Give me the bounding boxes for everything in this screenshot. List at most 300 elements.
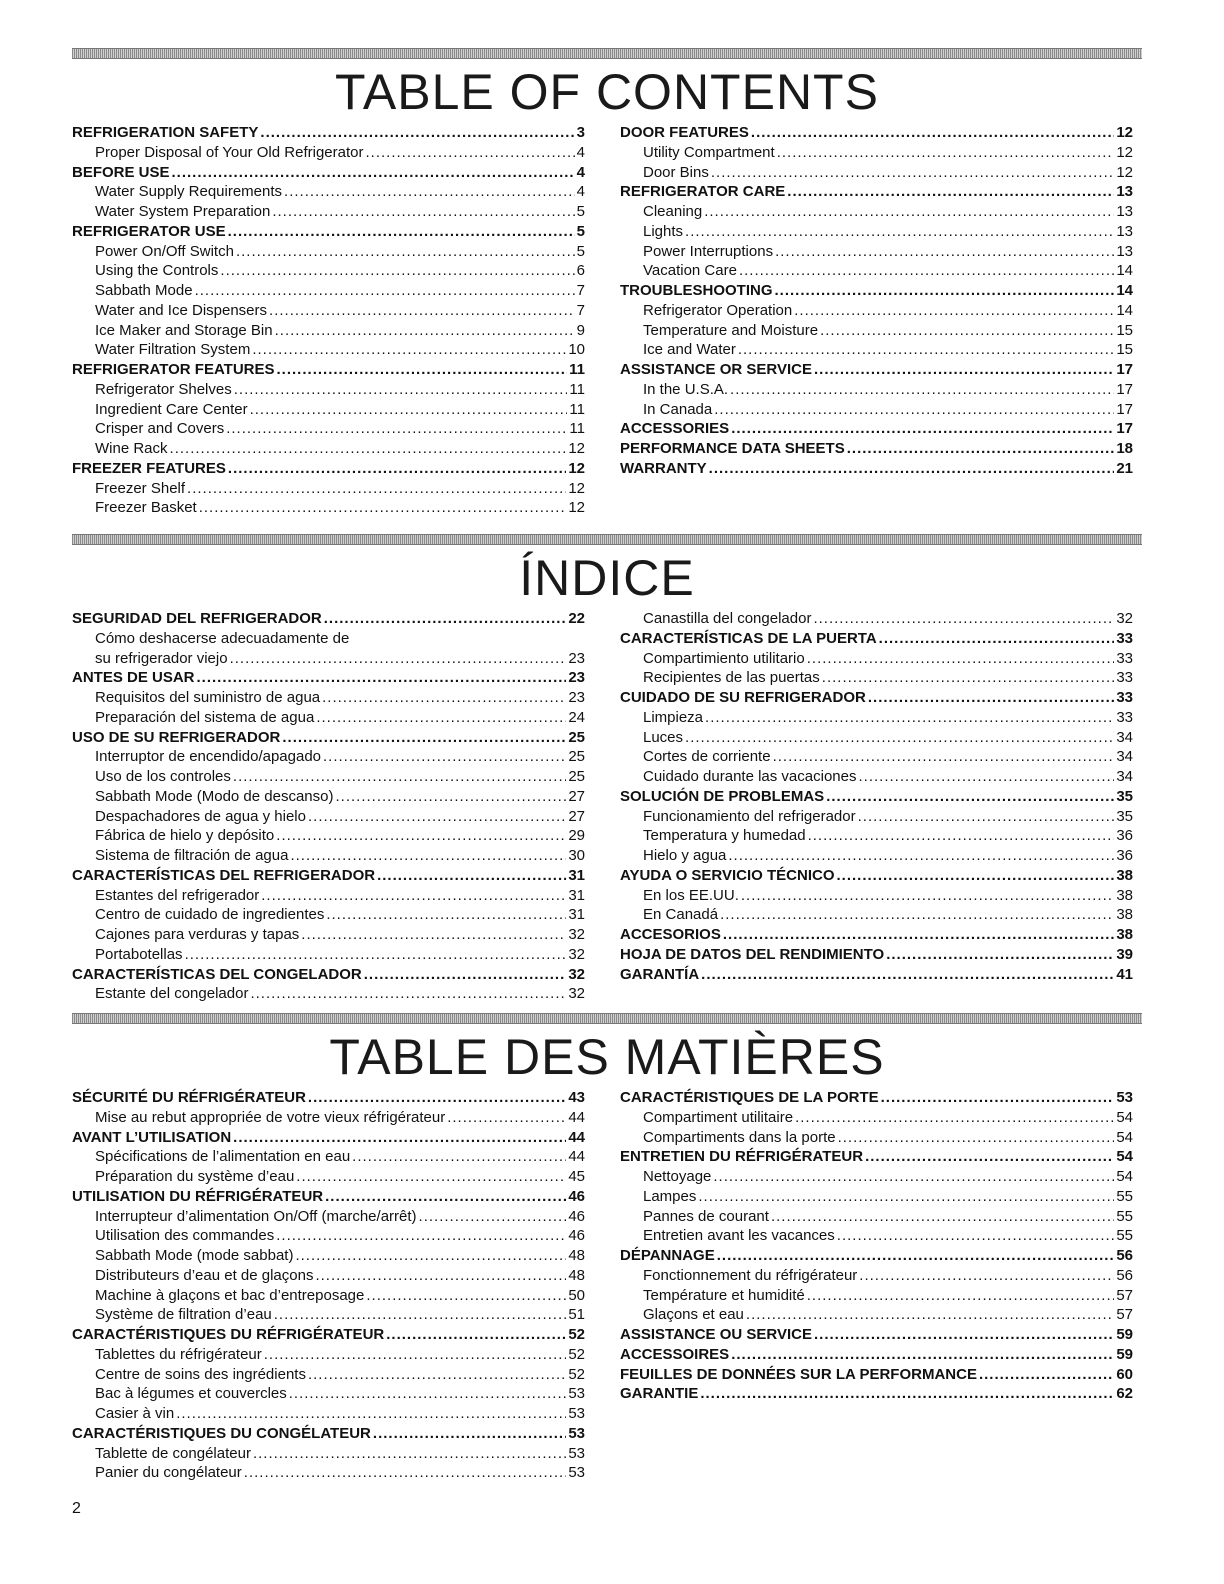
section-title: ÍNDICE (519, 550, 695, 606)
toc-entry-page: 44 (568, 1108, 585, 1126)
toc-entry (72, 261, 585, 281)
toc-entry-page: 54 (1116, 1148, 1133, 1166)
toc-entry-page: 23 (568, 689, 585, 706)
dot-leader (386, 1325, 566, 1345)
toc-entry-page: 31 (568, 886, 585, 904)
dot-leader (324, 609, 567, 629)
dot-leader (728, 846, 1114, 866)
dot-leader (836, 866, 1114, 886)
toc-entry-title: BEFORE USE (72, 163, 170, 181)
toc-entry (620, 1325, 1133, 1345)
dot-leader (295, 1246, 566, 1266)
section-divider (72, 48, 1142, 59)
toc-entry-page: 53 (568, 1385, 585, 1403)
toc-entry-title: WARRANTY (620, 459, 707, 477)
toc-entry-page: 12 (568, 459, 585, 477)
dot-leader (199, 498, 567, 518)
dot-leader (282, 728, 566, 748)
dot-leader (326, 905, 566, 925)
toc-entry-page: 59 (1116, 1345, 1133, 1363)
toc-entry-title: Recipientes de las puertas (643, 669, 820, 687)
dot-leader (813, 609, 1114, 629)
toc-entry-title: Bac à légumes et couvercles (95, 1385, 287, 1403)
toc-entry-title: Interruptor de encendido/apagado (95, 748, 322, 766)
toc-entry-title: Despachadores de agua y hielo (95, 807, 306, 825)
toc-entry-title: Water and Ice Dispensers (95, 301, 268, 319)
toc-entry-title: Mise au rebut appropriée de votre vieux réfrigérateur (95, 1108, 446, 1126)
toc-entry-title: Centre de soins des ingrédients (95, 1365, 306, 1383)
toc-entry (620, 767, 1133, 787)
toc-entry (72, 688, 585, 708)
toc-entry (620, 1345, 1133, 1365)
toc-entry-title: CARACTÉRISTIQUES DE LA PORTE (620, 1089, 879, 1106)
toc-entry-title: Freezer Basket (95, 499, 197, 517)
toc-entry-title: Portabotellas (95, 945, 183, 963)
toc-entry-page: 43 (568, 1089, 585, 1106)
toc-entry-page: 27 (568, 807, 585, 825)
dot-leader (187, 479, 566, 499)
toc-entry (72, 945, 585, 965)
toc-entry (72, 708, 585, 728)
dot-leader (738, 340, 1114, 360)
dot-leader (272, 202, 574, 222)
toc-entry-page: 6 (576, 262, 585, 280)
toc-entry-page: 36 (1116, 827, 1133, 845)
toc-entry-page: 54 (1116, 1108, 1133, 1126)
toc-entry (620, 1305, 1133, 1325)
toc-entry-title: Funcionamiento del refrigerador (643, 807, 856, 825)
toc-entry (620, 649, 1133, 669)
toc-entry-page: 38 (1116, 886, 1133, 904)
dot-leader (253, 1444, 566, 1464)
dot-leader (373, 1424, 566, 1444)
dot-leader (698, 1187, 1114, 1207)
toc-entry-title: Lights (643, 222, 684, 240)
toc-entry (620, 340, 1133, 360)
dot-leader (795, 1108, 1114, 1128)
toc-spanish (72, 534, 1142, 1003)
toc-entry (72, 1345, 585, 1365)
toc-entry (620, 1226, 1133, 1246)
dot-leader (826, 787, 1114, 807)
toc-entry (620, 945, 1133, 965)
toc-entry (72, 1404, 585, 1424)
toc-entry-page: 24 (568, 708, 585, 726)
toc-entry (72, 668, 585, 688)
toc-entry-page: 46 (568, 1187, 585, 1205)
dot-leader (858, 807, 1115, 827)
toc-entry (72, 419, 585, 439)
toc-entry-title: Compartimiento utilitario (643, 649, 805, 667)
dot-leader (352, 1147, 566, 1167)
toc-entry (72, 459, 585, 479)
toc-entry-page: 46 (568, 1207, 585, 1225)
toc-entry-title: REFRIGERATOR USE (72, 222, 226, 240)
dot-leader (234, 380, 568, 400)
toc-entry-page: 52 (568, 1345, 585, 1363)
toc-entry (72, 1128, 585, 1148)
dot-leader (859, 1266, 1114, 1286)
toc-entry-title: In Canada (643, 400, 713, 418)
toc-entry (620, 728, 1133, 748)
dot-leader (807, 649, 1115, 669)
dot-leader (808, 826, 1115, 846)
toc-entry-title: Cortes de corriente (643, 748, 771, 766)
toc-entry-page: 4 (576, 183, 585, 201)
toc-entry-page: 18 (1116, 440, 1133, 457)
toc-entry-page: 10 (568, 341, 585, 359)
dot-leader (881, 1088, 1115, 1108)
toc-entry-title: Sabbath Mode (mode sabbat) (95, 1247, 294, 1264)
toc-entry-page: 36 (1116, 847, 1133, 864)
toc-entry-title: Utility Compartment (643, 143, 775, 161)
toc-entry-page: 44 (568, 1148, 585, 1166)
toc-entry-page: 32 (568, 926, 585, 943)
toc-entry-page: 11 (569, 400, 585, 418)
dot-leader (717, 1246, 1115, 1266)
toc-entry-page: 50 (568, 1286, 585, 1304)
toc-entry-page: 23 (568, 669, 585, 687)
toc-entry-page: 31 (568, 906, 585, 924)
dot-leader (838, 1128, 1115, 1148)
toc-entry (72, 807, 585, 827)
toc-entry-title: Compartiments dans la porte (643, 1128, 836, 1146)
dot-leader (308, 807, 566, 827)
toc-entry-page: 13 (1116, 203, 1133, 220)
toc-entry-page: 53 (568, 1405, 585, 1422)
toc-entry-title: FREEZER FEATURES (72, 459, 226, 477)
dot-leader (794, 301, 1114, 321)
dot-leader (230, 649, 567, 669)
toc-entry (72, 1207, 585, 1227)
dot-leader (820, 321, 1114, 341)
toc-entry-title: Préparation du système d’eau (95, 1168, 295, 1185)
dot-leader (979, 1365, 1114, 1385)
toc-entry (620, 747, 1133, 767)
dot-leader (325, 1187, 566, 1207)
dot-leader (250, 400, 568, 420)
toc-entry-title: AVANT L’UTILISATION (72, 1128, 232, 1146)
toc-entry-title: Compartiment utilitaire (643, 1108, 794, 1126)
dot-leader (185, 945, 567, 965)
toc-entry-page: 34 (1116, 768, 1133, 785)
toc-entry (620, 609, 1133, 629)
toc-entry-page: 35 (1116, 807, 1133, 825)
toc-entry-page: 11 (569, 420, 585, 438)
dot-leader (195, 281, 575, 301)
toc-entry-page: 17 (1116, 400, 1133, 418)
toc-entry-page: 21 (1116, 459, 1133, 477)
toc-entry-page: 17 (1116, 361, 1133, 378)
toc-entry-title: Pannes de courant (643, 1207, 769, 1225)
toc-entry-page: 54 (1116, 1128, 1133, 1146)
toc-entry (620, 321, 1133, 341)
dot-leader (197, 668, 567, 688)
toc-entry-page: 62 (1116, 1385, 1133, 1403)
dot-leader (739, 261, 1114, 281)
toc-entry (620, 965, 1133, 985)
toc-entry-page: 38 (1116, 866, 1133, 884)
toc-entry (72, 222, 585, 242)
toc-entry-page: 12 (1116, 124, 1133, 141)
toc-entry-page: 39 (1116, 945, 1133, 963)
toc-entry-title: Cómo deshacerse adecuadamente de (95, 629, 350, 647)
dot-leader (233, 1128, 566, 1148)
dot-leader (226, 419, 567, 439)
toc-entry-title: Limpieza (643, 708, 704, 726)
toc-entry (72, 123, 585, 143)
dot-leader (308, 1365, 566, 1385)
toc-entry-page: 14 (1116, 301, 1133, 319)
toc-entry-title: Power Interruptions (643, 242, 774, 260)
dot-leader (822, 668, 1115, 688)
dot-leader (322, 688, 566, 708)
toc-entry-page: 33 (1116, 669, 1133, 687)
toc-entry-title: Spécifications de l’alimentation en eau (95, 1148, 351, 1166)
toc-entry-page: 14 (1116, 262, 1133, 280)
toc-entry-page: 4 (576, 163, 585, 181)
toc-entry (72, 439, 585, 459)
dot-leader (771, 1207, 1114, 1227)
toc-entry (72, 1167, 585, 1187)
toc-entry-title: REFRIGERATION SAFETY (72, 124, 259, 141)
toc-entry-title: Water Supply Requirements (95, 183, 283, 201)
toc-entry-title: Wine Rack (95, 440, 168, 457)
toc-entry (620, 1384, 1133, 1404)
toc-entry-title: Tablette de congélateur (95, 1444, 251, 1462)
toc-entry-title: Ice Maker and Storage Bin (95, 321, 273, 339)
toc-entry-page: 52 (568, 1326, 585, 1343)
toc-entry (620, 360, 1133, 380)
toc-entry-page: 48 (568, 1266, 585, 1284)
dot-leader (252, 340, 566, 360)
toc-entry (620, 242, 1133, 262)
toc-entry (620, 1365, 1133, 1385)
dot-leader (316, 708, 566, 728)
dot-leader (176, 1404, 566, 1424)
dot-leader (276, 826, 566, 846)
toc-entry-title: su refrigerador viejo (95, 649, 228, 667)
toc-entry-title: Preparación del sistema de agua (95, 708, 315, 726)
toc-entry (72, 1463, 585, 1483)
toc-entry-page: 57 (1116, 1286, 1133, 1304)
toc-entry-page: 25 (568, 748, 585, 766)
toc-entry-page: 54 (1116, 1168, 1133, 1185)
toc-entry (72, 1108, 585, 1128)
toc-entry-page: 29 (568, 827, 585, 845)
toc-entry-title: CUIDADO DE SU REFRIGERADOR (620, 689, 866, 706)
toc-entry-title: REFRIGERATOR FEATURES (72, 361, 275, 378)
toc-entry-page: 53 (568, 1424, 585, 1442)
toc-entry-title: Hielo y agua (643, 847, 727, 864)
toc-entry-page: 23 (568, 649, 585, 667)
toc-entry-title: In the U.S.A. (643, 380, 729, 398)
toc-entry-title: Door Bins (643, 163, 709, 181)
toc-left-column (72, 609, 585, 1004)
toc-left-column (72, 1088, 585, 1483)
toc-entry (72, 242, 585, 262)
toc-entry (620, 419, 1133, 439)
toc-entry-page: 13 (1116, 242, 1133, 260)
toc-entry-page: 41 (1116, 965, 1133, 983)
toc-entry-title: Power On/Off Switch (95, 242, 234, 260)
toc-entry (620, 400, 1133, 420)
toc-entry-page: 38 (1116, 926, 1133, 943)
toc-entry (620, 668, 1133, 688)
toc-entry (620, 1246, 1133, 1266)
toc-entry-page: 32 (1116, 610, 1133, 627)
toc-entry-page: 13 (1116, 222, 1133, 240)
toc-entry-page: 52 (568, 1365, 585, 1383)
toc-entry-page: 5 (576, 242, 585, 260)
toc-entry (72, 728, 585, 748)
toc-entry (620, 905, 1133, 925)
toc-entry-title: GARANTÍA (620, 965, 700, 983)
toc-entry-title: ENTRETIEN DU RÉFRIGÉRATEUR (620, 1148, 864, 1166)
toc-entry-title: Cleaning (643, 203, 703, 220)
toc-entry (72, 1384, 585, 1404)
toc-entry-title: GARANTIE (620, 1385, 699, 1403)
dot-leader (741, 886, 1114, 906)
toc-entry (72, 747, 585, 767)
toc-entry-page: 46 (568, 1227, 585, 1245)
toc-entry-page: 33 (1116, 629, 1133, 647)
toc-entry-title: Ingredient Care Center (95, 400, 248, 418)
dot-leader (236, 242, 575, 262)
toc-entry-page: 33 (1116, 689, 1133, 706)
toc-entry (72, 609, 585, 629)
dot-leader (787, 182, 1114, 202)
toc-entry-page: 4 (576, 143, 585, 161)
toc-entry-page: 44 (568, 1128, 585, 1146)
toc-entry (620, 846, 1133, 866)
toc-entry (620, 301, 1133, 321)
toc-entry (72, 182, 585, 202)
toc-entry (620, 1147, 1133, 1167)
dot-leader (250, 984, 566, 1004)
toc-entry-title: ASSISTANCE OR SERVICE (620, 361, 812, 378)
toc-entry (620, 1167, 1133, 1187)
toc-entry-page: 31 (568, 866, 585, 884)
toc-entry (72, 360, 585, 380)
toc-entry-title: Tablettes du réfrigérateur (95, 1345, 262, 1363)
toc-entry (72, 1246, 585, 1266)
dot-leader (290, 846, 566, 866)
toc-entry (620, 886, 1133, 906)
toc-entry-page: 22 (568, 610, 585, 627)
dot-leader (296, 1167, 566, 1187)
toc-entry-title: Entretien avant les vacances (643, 1227, 835, 1245)
toc-entry-title: ANTES DE USAR (72, 669, 195, 687)
toc-entry (72, 281, 585, 301)
dot-leader (858, 767, 1114, 787)
toc-entry-title: REFRIGERATOR CARE (620, 183, 786, 201)
toc-entry-page: 56 (1116, 1266, 1133, 1284)
dot-leader (244, 1463, 567, 1483)
toc-entry (620, 925, 1133, 945)
toc-entry-page: 27 (568, 787, 585, 805)
toc-entry (72, 340, 585, 360)
toc-entry-title: ACCESSORIES (620, 420, 730, 438)
dot-leader (284, 182, 575, 202)
toc-english (72, 48, 1142, 517)
dot-leader (777, 143, 1115, 163)
toc-entry (72, 1424, 585, 1444)
toc-entry (72, 1187, 585, 1207)
toc-entry (72, 965, 585, 985)
toc-entry-title: Using the Controls (95, 262, 219, 280)
dot-leader (775, 242, 1114, 262)
dot-leader (447, 1108, 566, 1128)
toc-entry-title: DÉPANNAGE (620, 1247, 715, 1264)
toc-entry (620, 1108, 1133, 1128)
toc-entry (620, 807, 1133, 827)
toc-entry (72, 321, 585, 341)
toc-entry (620, 629, 1133, 649)
dot-leader (731, 1345, 1114, 1365)
toc-entry (620, 688, 1133, 708)
toc-entry-page: 32 (568, 965, 585, 983)
dot-leader (814, 360, 1114, 380)
toc-entry-page: 32 (568, 985, 585, 1003)
toc-entry-page: 15 (1116, 341, 1133, 359)
section-divider (72, 1013, 1142, 1024)
dot-leader (335, 787, 566, 807)
toc-entry-title: Uso de los controles (95, 768, 231, 785)
toc-entry-title: SOLUCIÓN DE PROBLEMAS (620, 787, 825, 805)
toc-entry (620, 143, 1133, 163)
dot-leader (720, 905, 1114, 925)
toc-entry (620, 202, 1133, 222)
toc-entry-title: FEUILLES DE DONNÉES SUR LA PERFORMANCE (620, 1365, 977, 1383)
dot-leader (264, 1345, 567, 1365)
toc-entry-page: 35 (1116, 787, 1133, 805)
toc-entry-page: 53 (568, 1464, 585, 1482)
toc-right-column (620, 1088, 1133, 1404)
toc-entry (620, 1207, 1133, 1227)
toc-entry-page: 25 (568, 728, 585, 746)
toc-entry (72, 1305, 585, 1325)
page-number: 2 (72, 1500, 81, 1517)
toc-entry (620, 1088, 1133, 1108)
dot-leader (269, 301, 575, 321)
toc-entry (72, 1226, 585, 1246)
dot-leader (773, 747, 1115, 767)
toc-entry-page: 53 (1116, 1089, 1133, 1106)
toc-right-column (620, 609, 1133, 984)
toc-entry-title: Requisitos del suministro de agua (95, 689, 321, 706)
toc-entry-page: 14 (1116, 282, 1133, 299)
toc-entry (72, 866, 585, 886)
dot-leader (289, 1384, 567, 1404)
toc-entry (620, 380, 1133, 400)
toc-entry-title: PERFORMANCE DATA SHEETS (620, 440, 845, 457)
toc-right-column (620, 123, 1133, 479)
toc-entry (72, 846, 585, 866)
toc-entry-page: 55 (1116, 1187, 1133, 1205)
toc-entry-title: Water Filtration System (95, 341, 251, 359)
dot-leader (865, 1147, 1114, 1167)
toc-entry-title: CARACTERÍSTICAS DEL CONGELADOR (72, 965, 362, 983)
dot-leader (364, 965, 567, 985)
toc-entry-title: Refrigerator Shelves (95, 380, 232, 398)
toc-entry (72, 1147, 585, 1167)
toc-entry-title: AYUDA O SERVICIO TÉCNICO (620, 866, 835, 884)
toc-entry (72, 1325, 585, 1345)
toc-entry-page: 57 (1116, 1306, 1133, 1324)
toc-entry-title: Casier à vin (95, 1405, 175, 1422)
toc-entry-page: 7 (576, 301, 585, 319)
